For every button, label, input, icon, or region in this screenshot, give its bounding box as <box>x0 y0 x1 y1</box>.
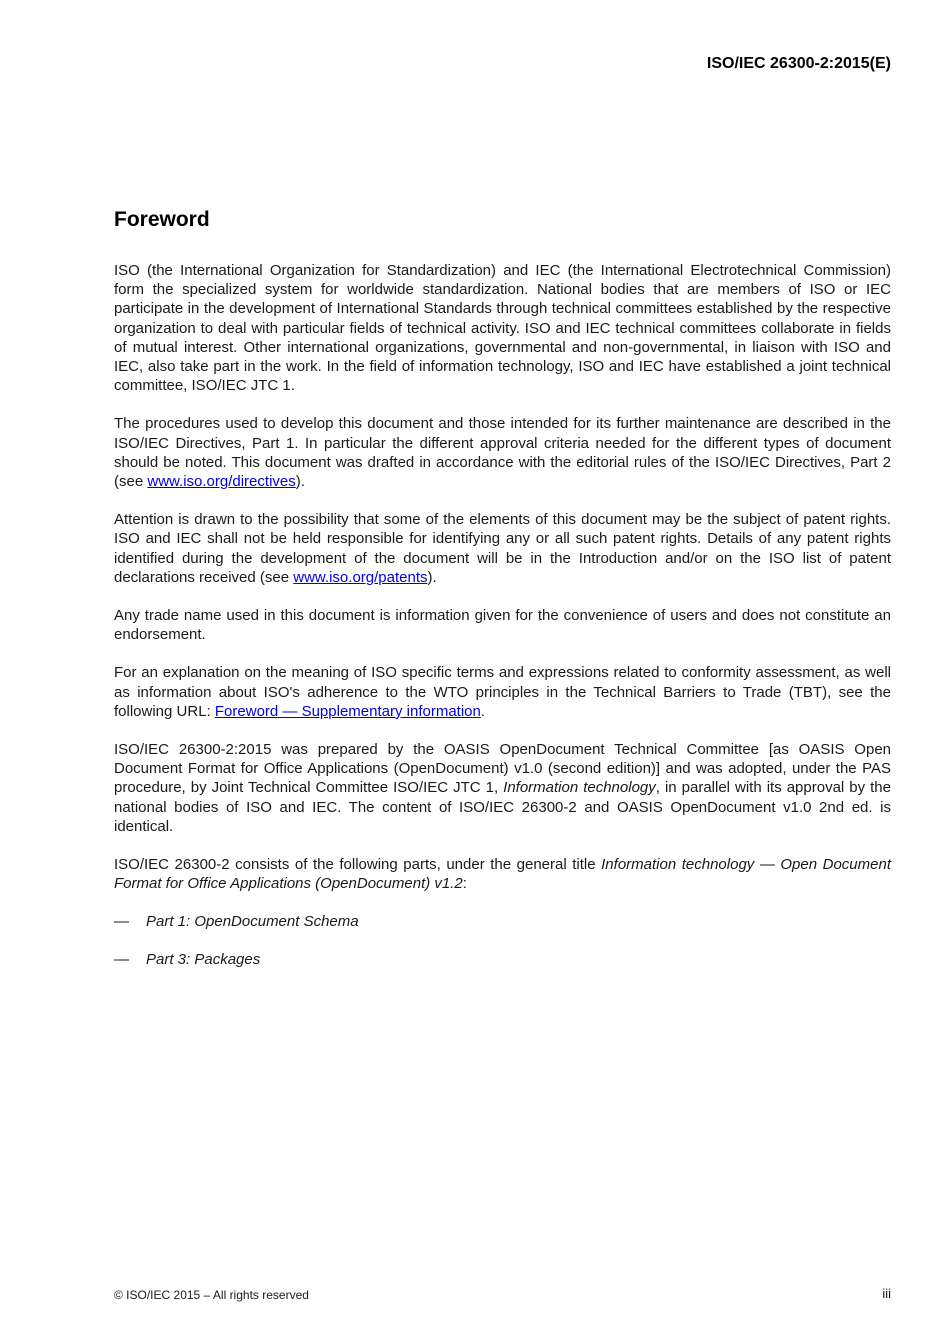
paragraph-procedures-text: The procedures used to develop this document and those intended for its further maintenance are described in the ISO/IEC Directives, Part 1. In particular the different approval criteria needed for the different types of document should be noted. This document was drafted in accordance with the editorial rules of the ISO/IEC Directives, Part 2 (see <box>114 415 891 491</box>
page-number: iii <box>882 1286 891 1301</box>
list-item <box>114 912 891 931</box>
paragraph-parts-intro-end: : <box>462 875 467 893</box>
paragraph-trade-name: Any trade name used in this document is information given for the convenience of users and does not constitute an endorsement. <box>114 607 891 644</box>
paragraph-patents-text: Attention is drawn to the possibility that some of the elements of this document may be the subject of patent rights. ISO and IEC shall not be held responsible for identifying any or all such patent rights. Details of any patent rights identified during the development of the document will be in the Introduction and/or on the ISO list of patent declarations received (see <box>114 511 891 586</box>
paragraph-preparation-italic: Information technology <box>503 779 656 797</box>
copyright-notice: © ISO/IEC 2015 – All rights reserved <box>114 1288 309 1302</box>
list-dash: — <box>114 913 129 931</box>
directives-link[interactable]: www.iso.org/directives <box>147 473 296 491</box>
paragraph-patents-end: ). <box>427 568 437 586</box>
paragraph-conformity-end: . <box>480 702 486 720</box>
paragraph-parts-intro-text: ISO/IEC 26300-2 consists of the following parts, under the general title <box>114 856 602 874</box>
patents-link[interactable]: www.iso.org/patents <box>293 568 428 586</box>
paragraph-patents <box>114 510 891 587</box>
parts-list <box>114 912 891 968</box>
paragraph-iso-iec-intro: ISO (the International Organization for Standardization) and IEC (the International Electrotechnical Commission) form the specialized system for worldwide standardization. National bodies that are members of ISO or IEC participate in the development of International Standards through technical committees established by the respective organization to deal with particular fields of technical activity. ISO and IEC technical committees collaborate in fields of mutual interest. Other international organizations, governmental and non-governmental, in liaison with ISO and IEC, also take part in the work. In the field of information technology, ISO and IEC have established a joint technical committee, ISO/IEC JTC 1. <box>114 262 891 395</box>
list-item <box>114 950 891 969</box>
paragraph-conformity-text: For an explanation on the meaning of ISO specific terms and expressions related to conformity assessment, as well as information about ISO's adherence to the WTO principles in the Technical Barriers to Trade (TBT), see the following URL: <box>114 664 891 720</box>
supplementary-info-link[interactable]: Foreword — Supplementary information <box>214 702 481 720</box>
paragraph-preparation <box>114 740 891 836</box>
paragraph-parts-intro-italic: Information technology — Open Document Format for Office Applications (OpenDocument) v1.2 <box>114 856 891 893</box>
paragraph-procedures <box>114 414 891 491</box>
foreword-section <box>114 208 891 987</box>
paragraph-conformity <box>114 663 891 721</box>
document-identifier: ISO/IEC 26300-2:2015(E) <box>706 55 891 72</box>
paragraph-preparation-text: ISO/IEC 26300-2:2015 was prepared by the OASIS OpenDocument Technical Committee [as OASIS Open Document Format for Office Applications (OpenDocument) v1.0 (second edition)] and was adopted, under the PAS procedure, by Joint Technical Committee ISO/IEC JTC 1, <box>114 741 891 797</box>
part-label: Part 1: OpenDocument Schema <box>146 913 359 931</box>
section-title: Foreword <box>114 208 210 231</box>
paragraph-preparation-end: , in parallel with its approval by the national bodies of ISO and IEC. The content of ISO/IEC 26300-2 and OASIS OpenDocument v1.0 2nd ed. is identical. <box>114 779 891 835</box>
part-label: Part 3: Packages <box>146 950 261 968</box>
paragraph-parts-intro <box>114 855 891 893</box>
paragraph-procedures-end: ). <box>295 473 305 491</box>
list-dash: — <box>114 950 129 968</box>
